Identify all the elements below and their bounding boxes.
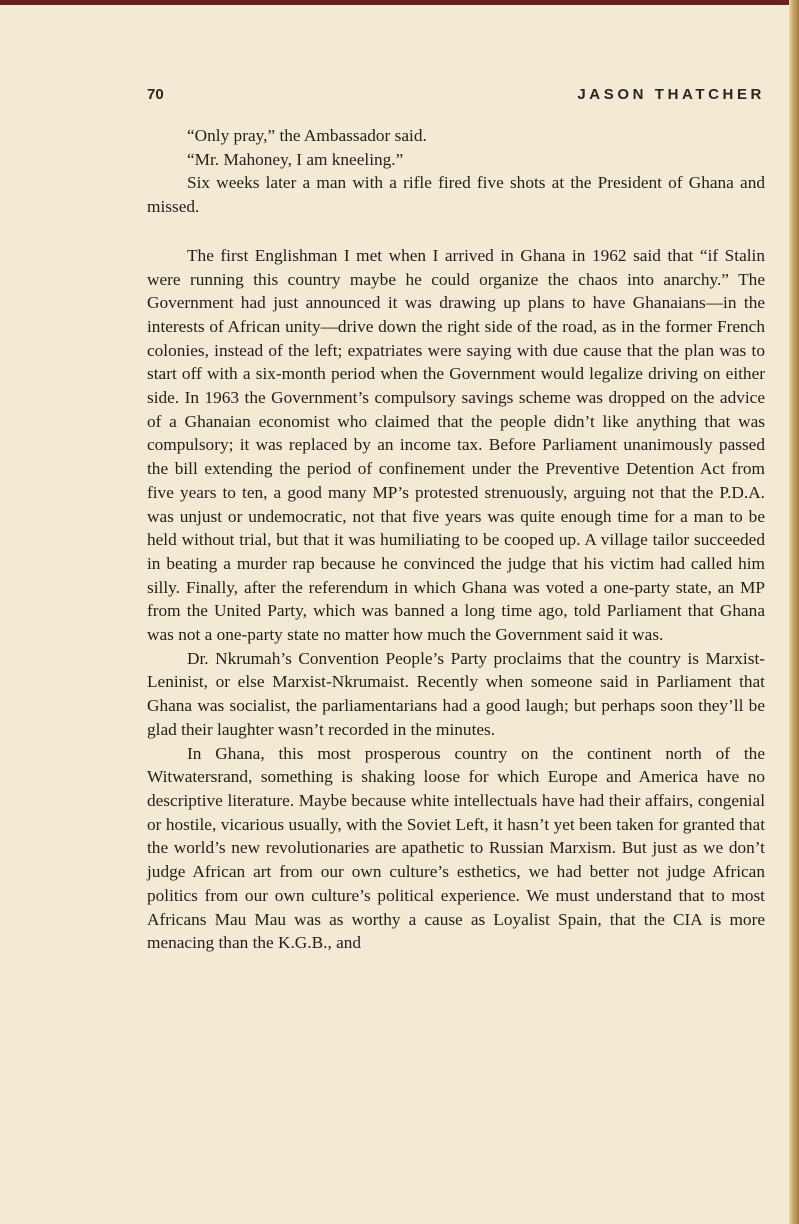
book-page-edge: [789, 0, 799, 1224]
paragraph: “Only pray,” the Ambassador said.: [187, 126, 427, 145]
section-break: [147, 219, 765, 244]
page-top-edge: [0, 0, 799, 5]
paragraph: The first Englishman I met when I arrived in Ghana in 1962 said that “if Stalin were running this country maybe he could organize the chaos into anarchy.” The Government had just announced it was drawing up plans to have Ghanaians—in the interests of African unity—drive down the right side of the road, as in the former French colonies, instead of the left; expatriates were saying with due cause that the plan was to start off with a six-month period when the Government would legalize driving on either side. In 1963 the Government’s compulsory savings scheme was dropped on the advice of a Ghanaian economist who claimed that the people didn’t like anything that was compulsory; it was replaced by an income tax. Before Parliament unanimously passed the bill extending the period of confinement under the Preventive Detention Act from five years to ten, a good many MP’s protested strenuously, arguing not that the P.D.A. was unjust or undemocratic, not that five years was quite enough time for a man to be held without trial, but that it was humiliating to be cooped up. A village tailor succeeded in beating a murder rap because he convinced the judge that his victim had called him silly. Finally, after the referendum in which Ghana was voted a one-party state, an MP from the United Party, which was banned a long time ago, told Parliament that Ghana was not a one-party state no matter how much the Government said it was.: [147, 245, 765, 645]
page-number: 70: [147, 86, 164, 103]
paragraph: In Ghana, this most prosperous country on the continent north of the Witwatersrand, something is shaking loose for which Europe and America have no descriptive literature. Maybe because white intellectuals have had their affairs, congenial or hostile, vicarious usually, with the Soviet Left, it hasn’t yet been taken for granted that the world’s new revolutionaries are apathetic to Russian Marxism. But just as we don’t judge African art from our own culture’s esthetics, we had better not judge African politics from our own culture’s political experience. We must understand that to most Africans Mau Mau was as worthy a cause as Loyalist Spain, that the CIA is more menacing than the K.G.B., and: [147, 743, 765, 953]
paragraph: “Mr. Mahoney, I am kneeling.”: [187, 149, 404, 169]
running-head: JASON THATCHER: [577, 86, 765, 103]
paragraph: Dr. Nkrumah’s Convention People’s Party proclaims that the country is Marxist-Leninist, or else Marxist-Nkrumaist. Recently when someone said in Parliament that Ghana was socialist, the parliamentarians had a good laugh; but perhaps soon they’ll be glad their laughter wasn’t recorded in the minutes.: [147, 648, 765, 739]
page-header: [147, 86, 765, 108]
body-text: [147, 124, 765, 955]
paragraph: Six weeks later a man with a rifle fired five shots at the President of Ghana and missed.: [147, 173, 765, 217]
